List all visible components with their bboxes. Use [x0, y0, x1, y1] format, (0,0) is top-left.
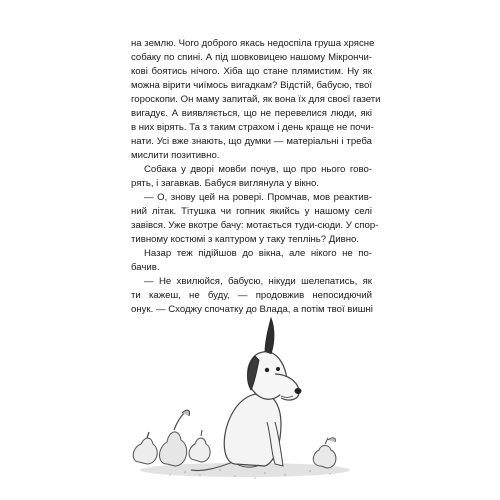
paragraph — [131, 163, 372, 191]
text-line: нати. Усі вже знають, що думки — матеріальні і треба — [131, 136, 372, 147]
pear-icon — [189, 430, 210, 462]
text-line: — Не хвилюйся, бабусю, нікуди шелепатись, як — [144, 276, 372, 287]
text-line: бачив. — [131, 262, 160, 273]
text-line: можна вірити чиїмось вигадкам? Відстій, бабусю, твої — [131, 80, 372, 91]
text-line: завівся. Уже вкотре бачу: мотається туди-сюди. У спор- — [131, 220, 379, 231]
pear-icon — [133, 432, 157, 464]
text-line: кові боятись нічого. Хіба що стане плямистим. Ну як — [131, 66, 372, 77]
text-line: Собака у дворі мовби почув, що про нього гово- — [144, 164, 372, 175]
text-line: собаку по спині. А під шовковицею нашому Мікрончи- — [131, 52, 372, 63]
paragraph — [131, 37, 381, 163]
text-line: — О, знову цей на ровері. Промчав, мов реактив- — [144, 192, 372, 203]
text-line: гороскопи. Он маму запитай, як вона їх для своєї газети — [131, 94, 381, 105]
dog-with-pears-illustration — [125, 312, 370, 482]
text-line: рять, і загавкав. Бабуся виглянула у вікно. — [131, 178, 320, 189]
pear-icon — [313, 438, 336, 468]
text-line: в них вірять. Та з таким страхом і день краще не почи- — [131, 122, 374, 133]
text-line: Назар теж підійшов до вікна, але нікого не по- — [144, 248, 372, 259]
text-line: вигадує. А виявляється, що не перевелися люди, які — [131, 108, 372, 119]
paragraph — [131, 275, 372, 317]
text-line: ний літак. Тітушка чи гопник якийсь у нашому селі — [131, 206, 372, 217]
text-line: тивному костюмі з каптуром у таку теплінь? Дивно. — [131, 234, 360, 245]
page-text — [131, 37, 381, 317]
text-line: ти кажеш, не буду, — продовжив непосидючий — [131, 290, 372, 301]
text-line: на землю. Чого доброго якась недоспіла груша хрясне — [131, 38, 375, 49]
paragraph — [131, 247, 372, 275]
pear-icon — [160, 410, 190, 466]
paragraph — [131, 191, 379, 247]
text-line: онук. — Сходжу спочатку до Влада, а потім твої вишні — [131, 304, 373, 315]
text-line: мислити позитивно. — [131, 150, 220, 161]
